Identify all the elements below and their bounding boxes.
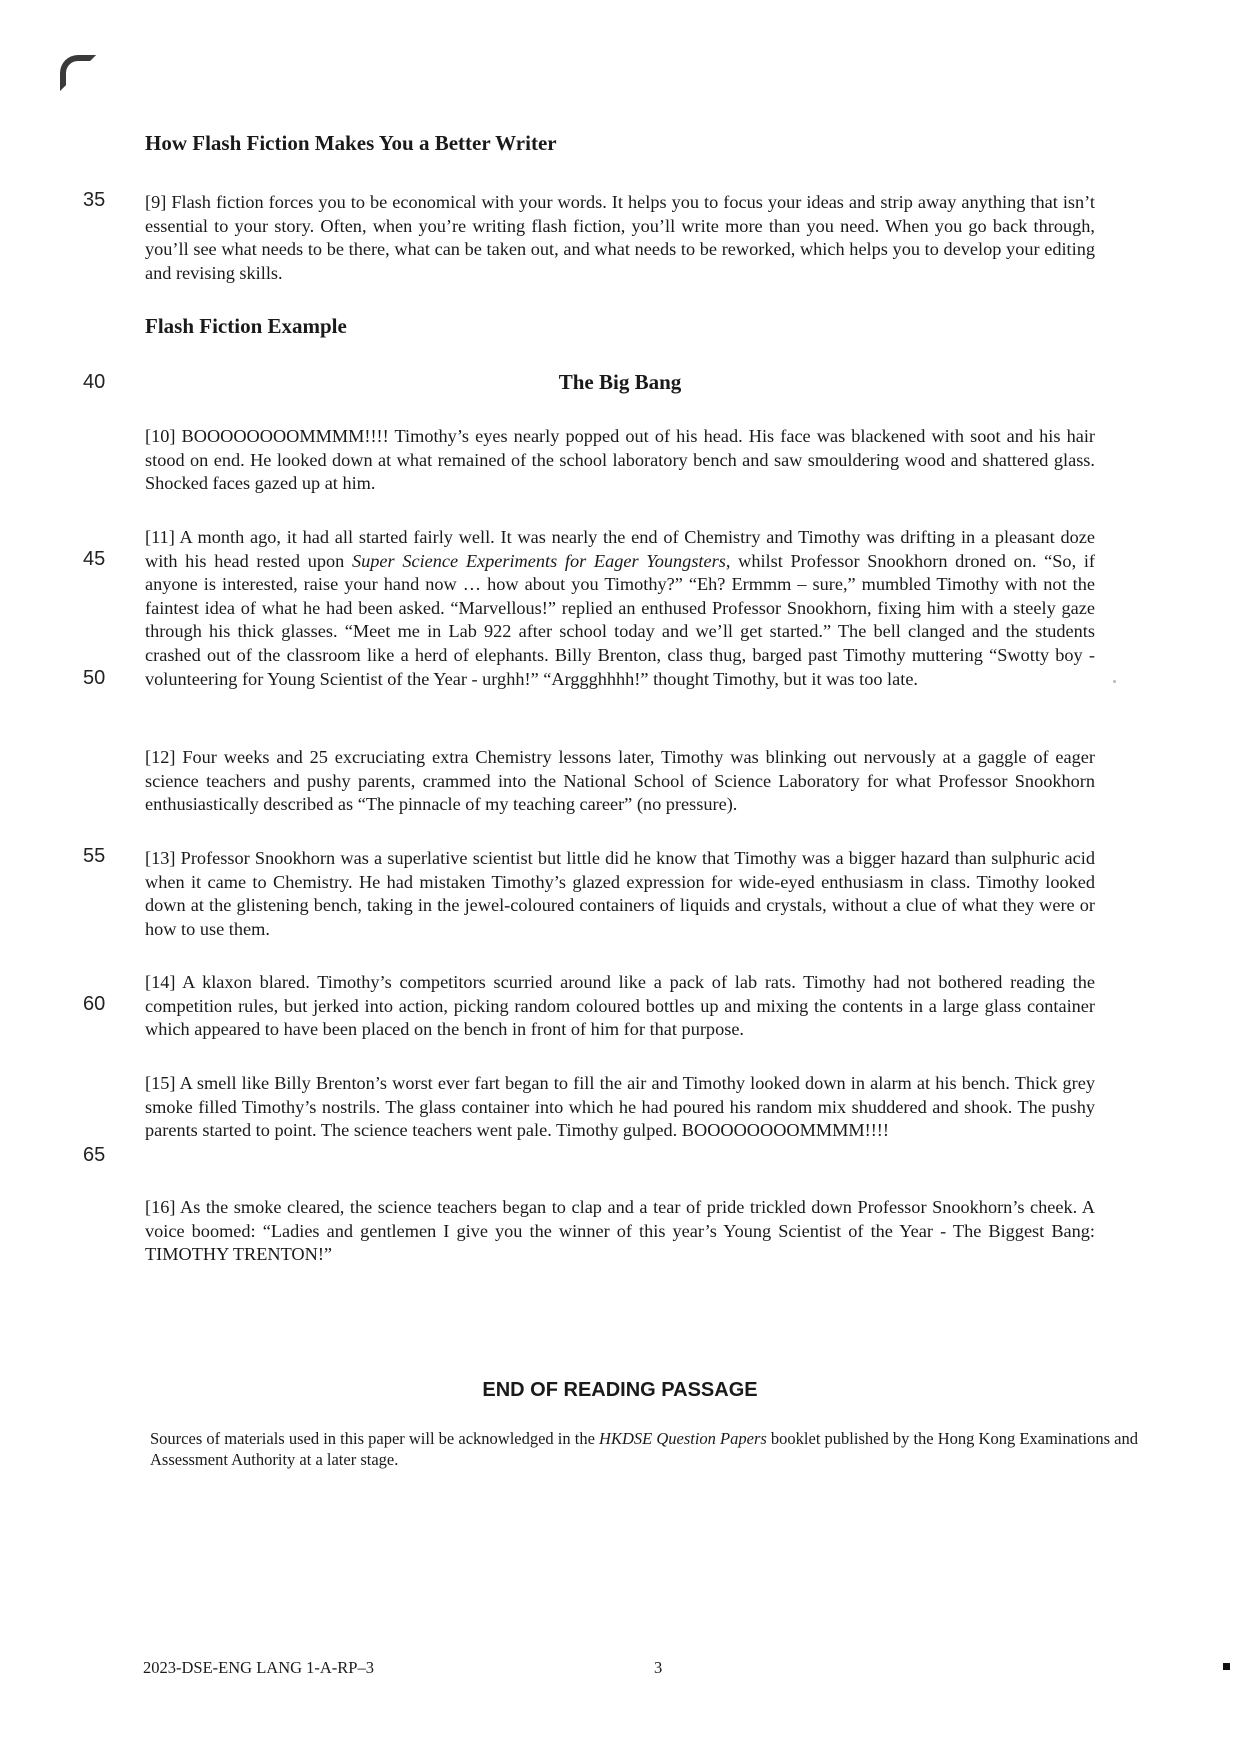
paragraph-9: [9] Flash fiction forces you to be economical with your words. It helps you to focus your ideas and strip away anything that isn’t essential to your story. Often, when you’re writing flash fiction, you’ll write more than you need. When you go back through, you’ll see what needs to be there, what can be taken out, and what needs to be reworked, which helps you to develop your editing and revising skills.	[145, 192, 1095, 283]
line-number-35: 35	[83, 189, 106, 211]
sources-text-a: Sources of materials used in this paper will be acknowledged in the	[150, 1429, 600, 1448]
line-number-60: 60	[83, 993, 106, 1015]
sources-acknowledgement	[150, 1428, 1150, 1470]
paragraph-14: [14] A klaxon blared. Timothy’s competitors scurried around like a pack of lab rats. Timothy had not bothered reading the competition rules, but jerked into action, picking random coloured bottles up and mixing the contents in a large glass container which appeared to have been placed on the bench in front of him for that purpose.	[145, 972, 1095, 1040]
paragraph-10: [10] BOOOOOOOOMMMM!!!! Timothy’s eyes nearly popped out of his head. His face was blackened with soot and his hair stood on end. He looked down at what remained of the school laboratory bench and saw smouldering wood and shattered glass. Shocked faces gazed up at him.	[145, 426, 1095, 494]
paragraph-11	[145, 526, 1095, 691]
line-number-65: 65	[83, 1144, 106, 1166]
paper-code: 2023-DSE-ENG LANG 1-A-RP–3	[143, 1658, 374, 1677]
paragraph-16: [16] As the smoke cleared, the science teachers began to clap and a tear of pride trickled down Professor Snookhorn’s cheek. A voice boomed: “Ladies and gentlemen I give you the winner of this year’s Young Scientist of the Year - The Biggest Bang: TIMOTHY TRENTON!”	[145, 1197, 1095, 1265]
line-number-45: 45	[83, 548, 106, 570]
section-heading-example: Flash Fiction Example	[145, 314, 347, 338]
end-of-passage-title: END OF READING PASSAGE	[482, 1379, 758, 1401]
paragraph-11-text-b: , whilst Professor Snookhorn droned on. “So, if anyone is interested, raise your hand now … how about you Timothy?” “Eh? Ermmm – sure,” mumbled Timothy with not the faintest idea of what he had been asked. “Marvellous!” replied an enthused Professor Snookhorn, fixing him with a steely gaze through his thick glasses. “Meet me in Lab 922 after school today and we’ll get started.” The bell clanged and the students crashed out of the classroom like a herd of elephants. Billy Brenton, class thug, barged past Timothy muttering “Swotty boy - volunteering for Young Scientist of the Year - urghh!” “Arggghhhh!” thought Timothy, but it was too late.	[145, 550, 1095, 689]
paragraph-13: [13] Professor Snookhorn was a superlative scientist but little did he know that Timothy was a bigger hazard than sulphuric acid when it came to Chemistry. He had mistaken Timothy’s glazed expression for wide-eyed enthusiasm in class. Timothy looked down at the glistening bench, taking in the jewel-coloured containers of liquids and crystals, without a clue of what they were or how to use them.	[145, 848, 1095, 939]
paragraph-12: [12] Four weeks and 25 excruciating extra Chemistry lessons later, Timothy was blinking out nervously at a gaggle of eager science teachers and pushy parents, crammed into the National School of Science Laboratory for what Professor Snookhorn enthusiastically described as “The pinnacle of my teaching career” (no pressure).	[145, 747, 1095, 815]
sources-text-b: booklet published by the Hong Kong Examinations and Assessment Authority at a later stage.	[150, 1429, 1138, 1469]
sources-booklet-title: HKDSE Question Papers	[599, 1429, 767, 1448]
story-title: The Big Bang	[558, 370, 682, 394]
page-number: 3	[654, 1658, 663, 1677]
paragraph-11-text-a: [11] A month ago, it had all started fairly well. It was nearly the end of Chemistry and Timothy was drifting in a pleasant doze with his head rested upon	[145, 527, 1095, 571]
scan-square-mark	[1223, 1663, 1230, 1670]
scan-corner-mark	[60, 55, 96, 91]
line-number-55: 55	[83, 845, 106, 867]
book-title: Super Science Experiments for Eager Youngsters	[351, 550, 726, 571]
section-heading-flash-fiction: How Flash Fiction Makes You a Better Writer	[145, 131, 557, 155]
line-number-40: 40	[83, 371, 106, 393]
line-number-50: 50	[83, 667, 106, 689]
paragraph-15: [15] A smell like Billy Brenton’s worst ever fart began to fill the air and Timothy looked down in alarm at his bench. Thick grey smoke filled Timothy’s nostrils. The glass container into which he had poured his random mix shuddered and shook. The pushy parents started to point. The science teachers went pale. Timothy gulped. BOOOOOOOOMMMM!!!!	[145, 1073, 1095, 1141]
scan-speck	[1113, 680, 1116, 683]
